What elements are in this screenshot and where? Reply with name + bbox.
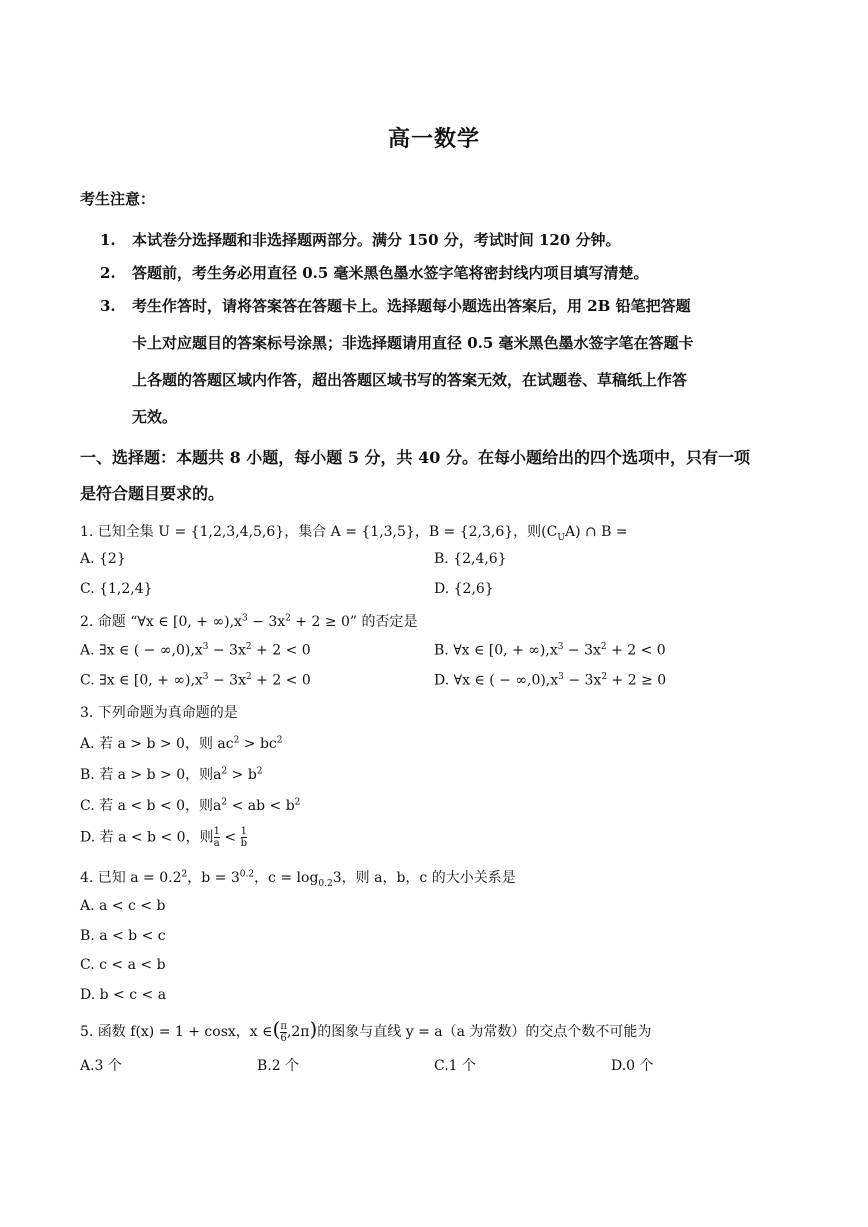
notice-text: 上各题的答题区域内作答，超出答题区域书写的答案无效，在试题卷、草稿纸上作答 [132,371,688,389]
question-1-option-b: B. {2,4,6} [434,551,507,567]
notice-text: 本试卷分选择题和非选择题两部分。满分 150 分，考试时间 120 分钟。 [132,231,621,249]
notice-heading: 考生注意： [80,190,156,208]
page-title: 高一数学 [387,126,480,152]
section-line: 一、选择题：本题共 8 小题，每小题 5 分，共 40 分。在每小题给出的四个选项中，只有一项 [80,448,750,467]
notice-number: 2. [100,264,116,282]
notice-number: 3. [100,297,116,315]
question-3-stem: 3. 下列命题为真命题的是 [80,705,238,721]
question-1-option-c: C. {1,2,4} [80,581,153,597]
question-3-option-d: D. 若 a < b < 0，则 $\frac{1}{a}$ < $\frac{1}{b}$ [80,826,247,849]
notice-text: 卡上对应题目的答案标号涂黑；非选择题请用直径 0.5 毫米黑色墨水签字笔在答题卡 [132,334,694,352]
notice-item-1 [100,222,790,259]
question-4-option-b: B. a < b < c [80,928,166,944]
notice-text: 无效。 [132,408,178,426]
question-2-option-a: A. ∃x ∈ ( − $\infty,0),x^3 - 3x^2 + 2 < 0$ [80,642,311,659]
question-2-option-d: D. ∀x ∈ ( − $\infty,0),x^3 - 3x^2 + 2 \ge 0$ [434,672,667,689]
question-1-option-a: A. {2} [80,551,126,567]
question-4-stem: 4. 已知 $a = 0.2^2$，$b = 3^{0.2}$，$c = \log_{0.2}3$，则 a，b，c 的大小关系是 [80,869,516,889]
section-heading [80,440,790,512]
question-4-option-d: D. b < c < a [80,987,167,1003]
question-3-option-b: B. 若 a > b > 0，则$a^2 > b^2$ [80,766,263,783]
question-1-stem: 1. 已知全集 U = {1,2,3,4,5,6}，集合 A = {1,3,5}，B = {2,3,6}，则$(C_UA)$ ∩ B = [80,524,628,543]
question-5-option-d: D.0 个 [611,1058,654,1074]
section-line: 是符合题目要求的。 [80,484,225,503]
question-2-stem: 2. 命题 “∀x ∈ [0, + $\infty),x^3 - 3x^2 + 2 \ge 0$” 的否定是 [80,613,418,630]
question-5-stem: 5. 函数 f(x) = 1 + cosx，x ∈( $\frac{\pi}{6}$ ,2π)的图象与直线 y = a（a 为常数）的交点个数不可能为 [80,1017,652,1044]
question-3-option-a: A. 若 a > b > 0，则 $ac^2 > bc^2$ [80,735,283,752]
question-4-option-c: C. c < a < b [80,957,166,973]
question-5-option-b: B.2 个 [257,1058,300,1074]
question-5-option-a: A.3 个 [80,1058,122,1074]
notice-number: 1. [100,231,116,249]
notice-text: 答题前，考生务必用直径 0.5 毫米黑色墨水签字笔将密封线内项目填写清楚。 [132,264,649,282]
question-3-option-c: C. 若 a < b < 0，则$a^2$ < ab < $b^2$ [80,797,301,814]
question-5-option-c: C.1 个 [434,1058,477,1074]
notice-item-2 [100,255,790,292]
question-2-option-b: B. ∀x ∈ [0, + $\infty),x^3 - 3x^2 + 2 < 0$ [434,642,666,659]
question-1-option-d: D. {2,6} [434,581,494,597]
question-2-option-c: C. ∃x ∈ [0, + $\infty),x^3 - 3x^2 + 2 < 0$ [80,672,311,689]
notice-text: 考生作答时，请将答案答在答题卡上。选择题每小题选出答案后，用 2B 铅笔把答题 [132,297,691,315]
notice-item-3 [100,288,790,436]
question-4-option-a: A. a < c < b [80,898,166,914]
